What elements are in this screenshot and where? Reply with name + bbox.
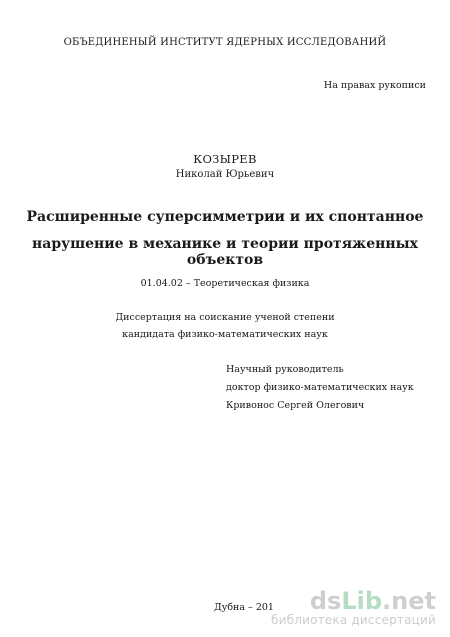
degree-statement-line-2: кандидата физико-математических наук [122, 329, 328, 340]
thesis-title-line-1: Расширенные суперсимметрии и их спонтанное [26, 209, 424, 225]
watermark-brand-prefix: ds [309, 587, 342, 615]
advisor-name: Кривонос Сергей Олегович [226, 400, 365, 411]
author-name: Николай Юрьевич [175, 169, 275, 180]
manuscript-note: На правах рукописи [323, 80, 426, 91]
watermark-tagline: библиотека диссертаций [271, 613, 436, 627]
advisor-role: Научный руководитель [226, 364, 344, 375]
thesis-title-line-2: нарушение в механике и теории протяженных объектов [32, 236, 418, 268]
degree-statement-line-1: Диссертация на соискание ученой степени [115, 312, 335, 323]
watermark-logo [310, 588, 436, 614]
dslib-watermark [252, 588, 436, 632]
specialty-code: 01.04.02 – Теоретическая физика [140, 278, 310, 289]
watermark-brand-accent: Lib [341, 587, 383, 615]
institute-name: ОБЪЕДИНЕНЫЙ ИНСТИТУТ ЯДЕРНЫХ ИССЛЕДОВАНИЙ [63, 37, 387, 48]
watermark-brand-suffix: .net [382, 587, 436, 615]
city-year: Дубна – 201 [214, 602, 274, 613]
author-surname: КОЗЫРЕВ [193, 152, 257, 166]
advisor-degree: доктор физико-математических наук [226, 382, 414, 393]
